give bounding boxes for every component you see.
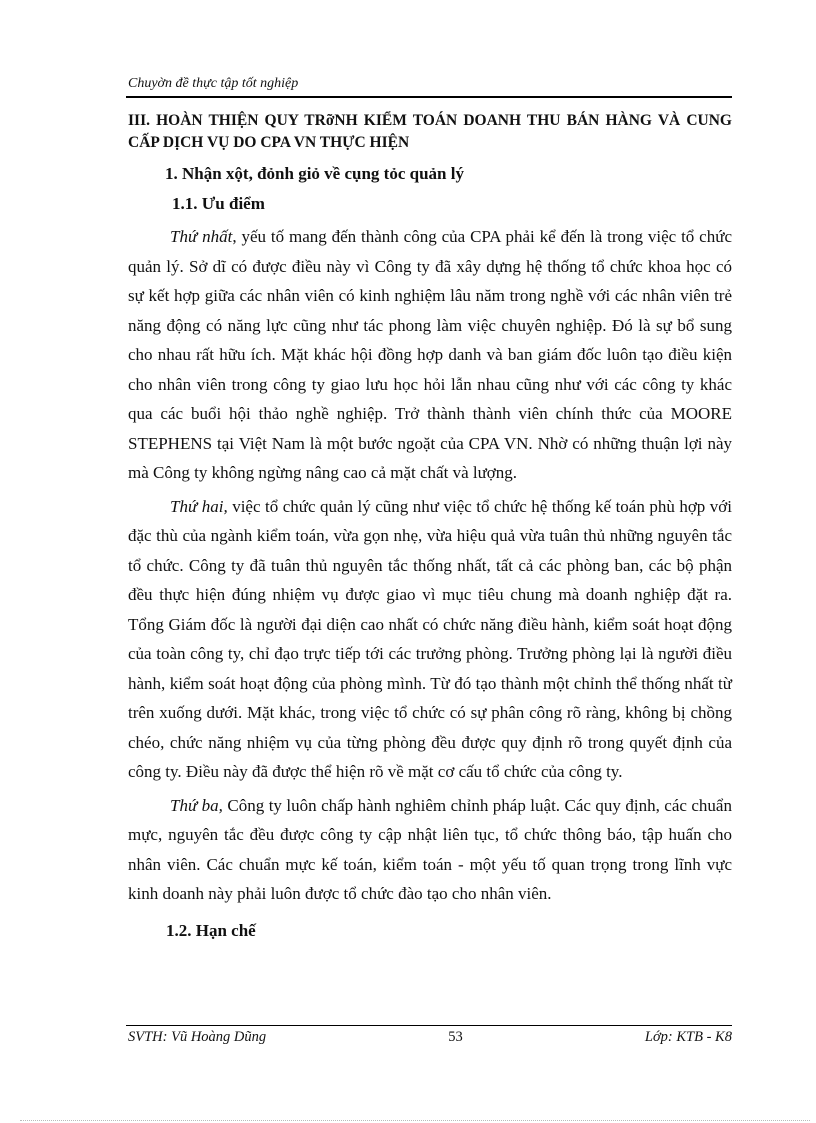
footer-student: SVTH: Vũ Hoàng Dũng <box>128 1029 267 1045</box>
paragraph-second-body: việc tổ chức quản lý cũng như việc tổ chức hệ thống kế toán phù hợp với đặc thù của ngành kiểm toán, vừa gọn nhẹ, vừa hiệu quả vừa tuân thủ những nguyên tắc tổ chức. Công ty đã tuân thủ nguyên tắc thống nhất, tất cả các phòng ban, các bộ phận đều thực hiện đúng nhiệm vụ được giao vì mục tiêu chung mà doanh nghiệp đặt ra. Tổng Giám đốc là người đại diện cao nhất có chức năng điều hành, kiểm soát hoạt động của toàn công ty, chỉ đạo trực tiếp tới các trưởng phòng. Trưởng phòng lại là người điều hành, kiểm soát hoạt động của phòng mình. Từ đó tạo thành một chỉnh thể thống nhất từ trên xuống dưới. Mặt khác, trong việc tổ chức có sự phân công rõ ràng, không bị chồng chéo, chức năng nhiệm vụ của từng phòng đều được quy định rõ trong quyết định của công ty. Điều này đã được thể hiện rõ về mặt cơ cấu tổ chức của công ty. <box>128 496 733 781</box>
page-footer <box>128 1029 732 1046</box>
paragraph-first-lead: Thứ nhất <box>170 227 233 246</box>
heading-limitations: 1.2. Hạn chế <box>166 920 256 940</box>
paragraph-third <box>128 791 732 909</box>
heading-strengths: 1.1. Ưu điểm <box>172 194 265 213</box>
paragraph-second <box>128 492 732 787</box>
section-title: III. HOÀN THIỆN QUY TRỡNH KIỂM TOÁN DOANH THU BÁN HÀNG VÀ CUNG CẤP DỊCH VỤ DO CPA VN THỰC HIỆN <box>128 112 732 151</box>
paragraph-third-body: Công ty luôn chấp hành nghiêm chỉnh pháp luật. Các quy định, các chuẩn mực, nguyên tắc đều được công ty cập nhật liên tục, tổ chức thông báo, tập huấn cho nhân viên. Các chuẩn mực kế toán, kiểm toán - một yếu tố quan trọng trong lĩnh vực kinh doanh này phải luôn được tổ chức đào tạo cho nhân viên. <box>128 795 732 903</box>
page-body <box>128 110 732 945</box>
heading-level-1: 1. Nhận xột, đỏnh giỏ về cụng tỏc quản lý <box>165 164 464 183</box>
paragraph-second-lead: Thứ hai, <box>170 496 228 516</box>
page-number: 53 <box>448 1029 463 1045</box>
header-divider <box>126 96 732 98</box>
footer-class: Lớp: KTB - K8 <box>644 1029 732 1045</box>
paragraph-first <box>128 222 732 488</box>
footer-divider <box>126 1025 732 1026</box>
page-bottom-edge <box>20 1120 810 1121</box>
paragraph-first-body: , yếu tố mang đến thành công của CPA phải kể đến là trong việc tổ chức quản lý. Sở dĩ có được điều này vì Công ty đã xây dựng hệ thống tổ chức khoa học có sự kết hợp giữa các nhân viên có kinh nghiệm lâu năm trong nghề với các nhân viên trẻ năng động có năng lực cũng như tác phong làm việc chuyên nghiệp. Đó là sự bổ sung cho nhau rất hữu ích. Mặt khác hội đồng hợp danh và ban giám đốc luôn tạo điều kiện cho nhân viên trong công ty giao lưu học hỏi lẫn nhau cũng như với các công ty khác qua các buổi hội thảo nghề nghiệp. Trở thành thành viên chính thức của MOORE STEPHENS tại Việt Nam là một bước ngoặt của CPA VN. Nhờ có những thuận lợi này mà Công ty không ngừng nâng cao cả mặt chất và lượng. <box>128 227 732 482</box>
paragraph-third-lead: Thứ ba, <box>170 795 223 815</box>
running-header: Chuyờn đề thực tập tốt nghiệp <box>128 76 299 91</box>
